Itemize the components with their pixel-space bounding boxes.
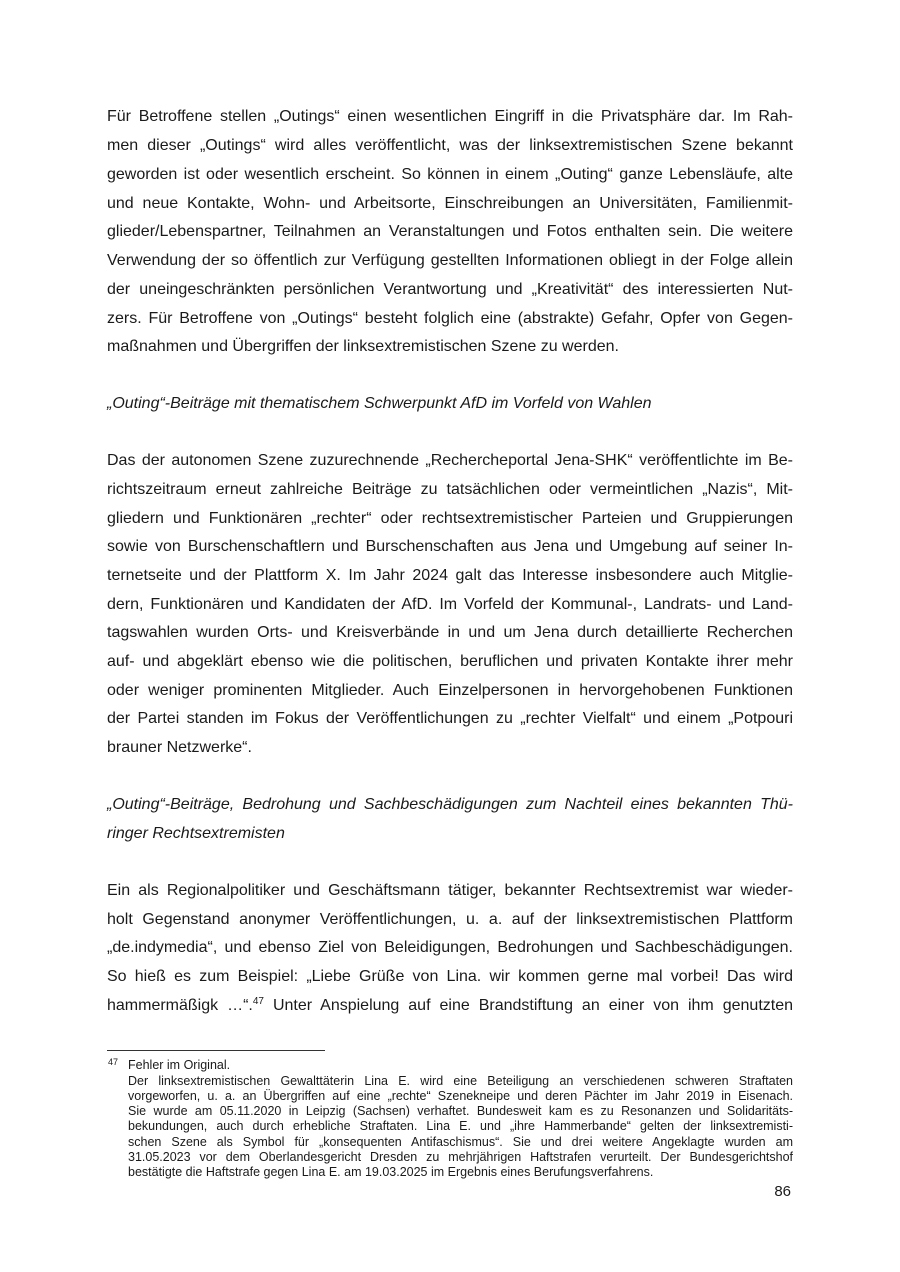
text-line: men dieser „Outings“ wird alles veröffentlicht, was der linksextremistischen Szene bekannt bbox=[107, 137, 793, 154]
text-line: So hieß es zum Beispiel: „Liebe Grüße von Lina. wir kommen gerne mal vorbei! Das wird bbox=[107, 968, 793, 985]
footnote-line: schen Szene als Symbol für „konsequenten Antifaschismus“. Sie und drei weitere Angeklagte wurden am bbox=[128, 1135, 793, 1149]
text-line bbox=[107, 996, 793, 1016]
footnote-divider bbox=[107, 1050, 325, 1051]
text-line: der Partei standen im Fokus der Veröffentlichungen zu „rechter Vielfalt“ und einem „Potpouri bbox=[107, 710, 793, 727]
heading-line: ringer Rechtsextremisten bbox=[107, 825, 285, 842]
text-line: maßnahmen und Übergriffen der linksextremistischen Szene zu werden. bbox=[107, 338, 619, 355]
text-segment: Unter Anspielung auf eine Brandstiftung an einer von ihm genutzten bbox=[264, 997, 794, 1014]
footnote-line: 31.05.2023 vor dem Oberlandesgericht Dresden zu mehrjährigen Haftstrafen verurteilt. Der Bundesgerichtshof bbox=[128, 1150, 793, 1164]
text-line: richtszeitraum erneut zahlreiche Beiträge zu tatsächlichen oder vermeintlichen „Nazis“, Mit- bbox=[107, 481, 793, 498]
footnote-reference[interactable]: 47 bbox=[252, 996, 264, 1007]
text-line: geworden ist oder wesentlich erscheint. So können in einem „Outing“ ganze Lebensläufe, alte bbox=[107, 166, 793, 183]
text-segment: hammermäßigk …“. bbox=[107, 997, 253, 1014]
footnote-line: bekundungen, auch durch erhebliche Straftaten. Lina E. und „ihre Hammerbande“ gelten der linksextremisti- bbox=[128, 1119, 793, 1133]
text-line: Das der autonomen Szene zuzurechnende „Rechercheportal Jena-SHK“ veröffentlichte im Be- bbox=[107, 452, 793, 469]
text-line: ternetseite und der Plattform X. Im Jahr 2024 galt das Interesse insbesondere auch Mitglie- bbox=[107, 567, 793, 584]
text-line: oder weniger prominenten Mitglieder. Auch Einzelpersonen in hervorgehobenen Funktionen bbox=[107, 682, 793, 699]
text-line: tagswahlen wurden Orts- und Kreisverbände in und um Jena durch detaillierte Recherchen bbox=[107, 624, 793, 641]
text-line: Für Betroffene stellen „Outings“ einen wesentlichen Eingriff in die Privatsphäre dar. Im Rah- bbox=[107, 108, 793, 125]
footnote-line: Sie wurde am 05.11.2020 in Leipzig (Sachsen) verhaftet. Bundesweit kam es zu Resonanzen und Solidaritäts- bbox=[128, 1104, 793, 1118]
text-line: zers. Für Betroffene von „Outings“ besteht folglich eine (abstrakte) Gefahr, Opfer von Gegen- bbox=[107, 310, 793, 327]
text-line: Verwendung der so öffentlich zur Verfügung gestellten Informationen obliegt in der Folge allein bbox=[107, 252, 793, 269]
footnote-line: Fehler im Original. bbox=[128, 1058, 231, 1072]
footnote-line: vorgeworfen, u. a. an Übergriffen auf eine „rechte“ Szenekneipe und deren Pächter im Jahr 2019 in Eisenach. bbox=[128, 1089, 793, 1103]
text-line: auf- und abgeklärt ebenso wie die politischen, beruflichen und privaten Kontakte ihrer mehr bbox=[107, 653, 793, 670]
footnote-line: bestätigte die Haftstrafe gegen Lina E. am 19.03.2025 im Ergebnis eines Berufungsverfahrens. bbox=[128, 1165, 654, 1179]
text-line: und neue Kontakte, Wohn- und Arbeitsorte, Einschreibungen an Universitäten, Familienmit- bbox=[107, 195, 793, 212]
text-line: glieder/Lebenspartner, Teilnahmen an Veranstaltungen und Fotos enthalten sein. Die weitere bbox=[107, 223, 793, 240]
footnote-number: 47 bbox=[108, 1057, 119, 1067]
text-line: der uneingeschränkten persönlichen Verantwortung und „Kreativität“ des interessierten Nut- bbox=[107, 281, 793, 298]
heading-line: „Outing“-Beiträge, Bedrohung und Sachbeschädigungen zum Nachteil eines bekannten Thü- bbox=[107, 796, 793, 813]
footnote-line: Der linksextremistischen Gewalttäterin Lina E. wird eine Beteiligung an verschiedenen schweren Straftaten bbox=[128, 1074, 793, 1088]
text-line: dern, Funktionären und Kandidaten der AfD. Im Vorfeld der Kommunal-, Landrats- und Land- bbox=[107, 596, 793, 613]
text-line: brauner Netzwerke“. bbox=[107, 739, 252, 756]
text-line: sowie von Burschenschaftlern und Burschenschaften aus Jena und Umgebung auf seiner In- bbox=[107, 538, 793, 555]
page-number: 86 bbox=[774, 1183, 791, 1200]
text-line: „de.indymedia“, und ebenso Ziel von Beleidigungen, Bedrohungen und Sachbeschädigungen. bbox=[107, 939, 793, 956]
text-line: holt Gegenstand anonymer Veröffentlichungen, u. a. auf der linksextremistischen Plattform bbox=[107, 911, 793, 928]
text-line: gliedern und Funktionären „rechter“ oder rechtsextremistischer Parteien und Gruppierungen bbox=[107, 510, 793, 527]
section-heading: „Outing“-Beiträge mit thematischem Schwerpunkt AfD im Vorfeld von Wahlen bbox=[107, 395, 652, 412]
text-line: Ein als Regionalpolitiker und Geschäftsmann tätiger, bekannter Rechtsextremist war wieder- bbox=[107, 882, 793, 899]
